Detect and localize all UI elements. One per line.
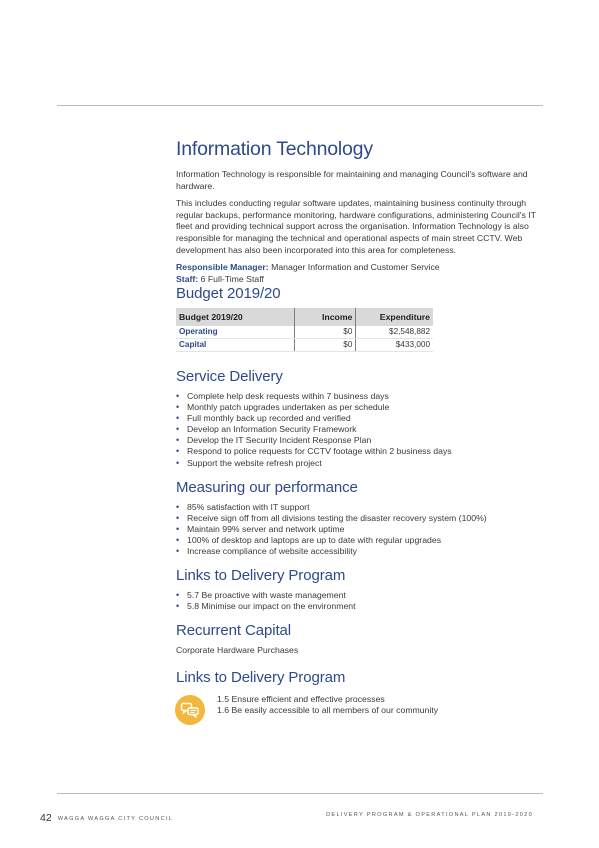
list-item bbox=[176, 524, 536, 535]
list-item bbox=[176, 446, 536, 457]
bullet-icon: • bbox=[176, 590, 180, 601]
budget-row-label: Capital bbox=[176, 338, 294, 351]
list-item: 1.6 Be easily accessible to all members of our community bbox=[217, 705, 439, 716]
table-row bbox=[176, 326, 433, 339]
list-item-text: 85% satisfaction with IT support bbox=[187, 501, 310, 512]
list-item bbox=[176, 402, 536, 413]
bullet-icon: • bbox=[176, 390, 180, 401]
budget-row-expenditure: $2,548,882 bbox=[356, 326, 433, 339]
bullet-icon: • bbox=[176, 446, 180, 457]
list-item bbox=[176, 546, 536, 557]
budget-row-label: Operating bbox=[176, 326, 294, 339]
list-item-text: Complete help desk requests within 7 business days bbox=[187, 390, 389, 401]
staff-value: 6 Full-Time Staff bbox=[200, 273, 264, 284]
responsible-manager-value: Manager Information and Customer Service bbox=[271, 262, 440, 273]
bullet-icon: • bbox=[176, 424, 180, 435]
budget-col-expenditure: Expenditure bbox=[356, 308, 433, 326]
budget-col-label: Budget 2019/20 bbox=[176, 308, 294, 326]
page-title: Information Technology bbox=[176, 138, 373, 160]
service-delivery-list bbox=[176, 391, 536, 469]
links-delivery-row-2 bbox=[175, 692, 536, 725]
links-delivery-list-2 bbox=[217, 694, 438, 717]
links-delivery-heading-1: Links to Delivery Program bbox=[176, 567, 346, 585]
list-item bbox=[176, 424, 536, 435]
list-item-text: Develop the IT Security Incident Response Plan bbox=[187, 435, 372, 446]
bullet-icon: • bbox=[176, 546, 180, 556]
staff-label: Staff: bbox=[176, 273, 199, 284]
list-item bbox=[176, 435, 536, 446]
bullet-icon: • bbox=[176, 402, 180, 413]
budget-row-income: $0 bbox=[294, 338, 356, 351]
measuring-heading: Measuring our performance bbox=[176, 478, 358, 496]
list-item-text: 5.8 Minimise our impact on the environment bbox=[187, 601, 356, 612]
list-item bbox=[176, 513, 536, 524]
list-item-text: Maintain 99% server and network uptime bbox=[187, 523, 345, 534]
service-delivery-heading: Service Delivery bbox=[176, 367, 283, 385]
budget-table-header bbox=[176, 308, 433, 326]
speech-bubbles-icon bbox=[175, 695, 205, 725]
list-item bbox=[176, 535, 536, 546]
responsible-manager bbox=[176, 262, 536, 273]
footer-organisation: WAGGA WAGGA CITY COUNCIL bbox=[57, 816, 174, 822]
bullet-icon: • bbox=[176, 501, 180, 512]
intro-paragraph-1: Information Technology is responsible for maintaining and managing Council's software and hardware. bbox=[176, 169, 528, 191]
bullet-icon: • bbox=[176, 435, 180, 446]
bullet-icon: • bbox=[176, 413, 180, 424]
bullet-icon: • bbox=[176, 512, 180, 523]
footer-document-title: DELIVERY PROGRAM & OPERATIONAL PLAN 2019-2020 bbox=[326, 812, 533, 818]
list-item: 1.5 Ensure efficient and effective processes bbox=[217, 693, 385, 704]
budget-row-expenditure: $433,000 bbox=[356, 338, 433, 351]
list-item-text: Receive sign off from all divisions testing the disaster recovery system (100%) bbox=[187, 512, 487, 523]
bullet-icon: • bbox=[176, 534, 180, 545]
responsible-manager-label: Responsible Manager: bbox=[176, 262, 269, 273]
bottom-divider bbox=[57, 793, 543, 794]
measuring-list bbox=[176, 502, 536, 557]
list-item-text: 5.7 Be proactive with waste management bbox=[187, 590, 346, 601]
list-item-text: Respond to police requests for CCTV footage within 2 business days bbox=[187, 446, 452, 457]
list-item-text: 100% of desktop and laptops are up to date with regular upgrades bbox=[187, 534, 442, 545]
recurrent-capital-heading: Recurrent Capital bbox=[176, 622, 292, 640]
list-item-text: Full monthly back up recorded and verified bbox=[187, 413, 351, 424]
page-number: 42 bbox=[40, 812, 52, 824]
top-divider bbox=[57, 105, 543, 106]
links-delivery-list-1 bbox=[176, 590, 536, 612]
table-row bbox=[176, 338, 433, 351]
list-item bbox=[176, 502, 536, 513]
list-item-text: Increase compliance of website accessibility bbox=[187, 546, 357, 556]
list-item bbox=[176, 590, 536, 601]
links-delivery-heading-2: Links to Delivery Program bbox=[176, 668, 346, 686]
budget-row-income: $0 bbox=[294, 326, 356, 339]
bullet-icon: • bbox=[176, 523, 180, 534]
budget-table bbox=[176, 308, 433, 352]
recurrent-capital-text: Corporate Hardware Purchases bbox=[176, 645, 299, 656]
list-item-text: Support the website refresh project bbox=[187, 457, 322, 468]
budget-col-income: Income bbox=[294, 308, 356, 326]
intro-paragraph-2: This includes conducting regular software updates, maintaining business continuity through regular backups, performance monitoring, hardware configurations, administering Council's IT fleet and providing technical support across the organisation. Information Technology is also responsible for managing the technical and operational aspects of main street CCTV. Web development has also been incorporated into this area for completeness. bbox=[176, 198, 536, 255]
list-item bbox=[176, 391, 536, 402]
list-item bbox=[176, 601, 536, 612]
budget-heading: Budget 2019/20 bbox=[176, 284, 281, 302]
staff-line bbox=[176, 274, 536, 285]
list-item bbox=[176, 413, 536, 424]
bullet-icon: • bbox=[176, 601, 180, 612]
bullet-icon: • bbox=[176, 457, 180, 468]
list-item bbox=[176, 458, 536, 469]
list-item-text: Develop an Information Security Framework bbox=[187, 424, 357, 435]
list-item-text: Monthly patch upgrades undertaken as per schedule bbox=[187, 402, 390, 413]
footer-left bbox=[40, 812, 173, 824]
main-content bbox=[176, 138, 536, 725]
